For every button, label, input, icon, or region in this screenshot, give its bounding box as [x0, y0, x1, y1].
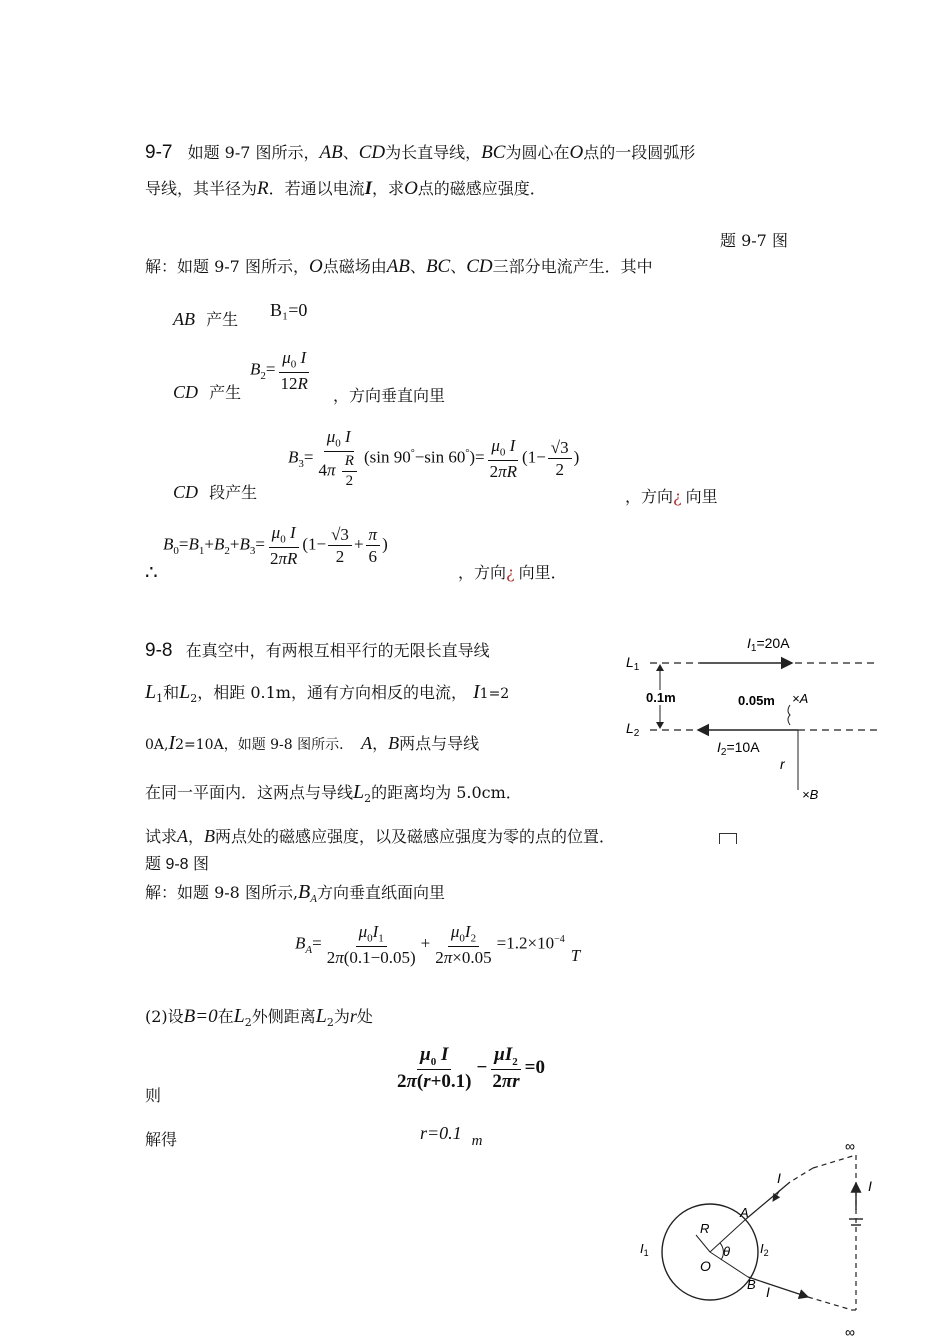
point-a-label: ×A — [792, 691, 809, 706]
solution-9-7-intro: 解：如题 9-7 图所示，O点磁场由AB、BC、CD三部分电流产生．其中 — [145, 256, 653, 277]
b3-label-row: CD 段产生 — [173, 482, 258, 502]
dist-label: 0.05m — [738, 693, 775, 708]
radius-label: R — [700, 1221, 710, 1236]
wire-top-dashed — [790, 1168, 813, 1182]
b3-direction: ，方向¿ 向里 — [625, 487, 718, 506]
b0-equation: $B_0=B_1+B_2+B_3=$ $\frac{\mu_0 I}{2\pi R}$ (1− $\frac{√3}{2}$ + $\frac{\pi}{6}$ ) — [163, 523, 388, 569]
solve-label: 解得 — [145, 1130, 178, 1149]
zero-field-equation: $\frac{\mu_0 I}{2\pi(r+0.1)}$ − $\frac{\mu I_2}{2\pi r}$ =0 — [397, 1044, 545, 1093]
therefore-symbol: ∴ — [145, 560, 158, 584]
problem-9-8-line5: 试求A，B两点处的磁感应强度，以及磁感应强度为零的点的位置． — [145, 826, 616, 846]
dist-brace — [788, 705, 790, 725]
wire-top — [746, 1182, 790, 1219]
l2-label: $L_2$ — [626, 720, 640, 739]
wire-bottom-dashed — [808, 1297, 852, 1310]
wire-top-join — [813, 1155, 856, 1168]
b2-equation: $B_2=$ $\frac{\mu_0 I}{12R}$ — [250, 348, 308, 394]
problem-number: 9-8 — [145, 640, 173, 661]
figure-9-7-caption: 题 9-7 图 — [720, 231, 788, 250]
i2-label: $I_2=10A$ — [717, 739, 760, 758]
figure-placeholder-icon — [719, 833, 737, 844]
theta-label: θ — [723, 1244, 731, 1259]
radius-r — [696, 1235, 710, 1252]
inf-top-label: ∞ — [845, 1138, 855, 1154]
point-a-label: A — [740, 1205, 749, 1220]
problem-9-8-line3: 0A,I2=10A，如题 9-8 图所示． A，B两点与导线 — [145, 732, 480, 754]
i1-label: $I_1=20A$ — [747, 635, 790, 654]
then-label: 则 — [145, 1086, 162, 1105]
b3-equation: $B_3=$ $\mu_0$ I 4π $\frac{R}{2}$ (sin 90°−sin 60°)= $\frac{\mu_0 I}{2\pi R}$ (1− $\frac{√3}{2}$ ) — [288, 427, 580, 490]
r-result: r=0.1 $_m$ — [420, 1123, 483, 1149]
sep-arrow-down — [656, 722, 664, 729]
problem-9-8-line4: 在同一平面内．这两点与导线$L_2$的距离均为 5.0cm． — [145, 781, 522, 806]
r-label: r — [780, 756, 785, 772]
wire-bottom — [748, 1277, 808, 1297]
problem-number: 9-7 — [145, 142, 173, 163]
l1-label: $L_1$ — [626, 654, 640, 673]
figure-circle-current — [630, 1135, 890, 1340]
center-o-label: O — [700, 1258, 711, 1274]
b0-direction: ，方向¿ 向里． — [458, 563, 567, 582]
sep-arrow-up — [656, 664, 664, 671]
ba-equation: $B_A=$ $\frac{\mu_0I_1}{2\pi(0.1-0.05)}$ + $\frac{\mu_0I_2}{2\pi\times 0.05}$ $=1.2\times 10^{-4}T$ — [295, 922, 581, 968]
problem-9-7-line2: 导线，其半径为R．若通以电流I，求O点的磁感应强度． — [145, 178, 546, 199]
i-top-label: I — [777, 1170, 781, 1186]
i-right-label: I — [868, 1178, 872, 1194]
problem-9-7-line1: 9-7 如题 9-7 图所示，AB、CD为长直导线，BC为圆心在O点的一段圆弧形 — [145, 142, 696, 163]
i1-label: $I_1$ — [640, 1241, 649, 1258]
b1-equation: B₁=0 — [270, 300, 308, 320]
point-b-label: ×B — [802, 787, 819, 802]
b1-label-row: AB 产生 — [173, 309, 239, 329]
problem-9-8-line1: 9-8 在真空中，有两根互相平行的无限长直导线 — [145, 640, 490, 661]
b2-direction: ，方向垂直向里 — [333, 386, 446, 405]
point-b-label: B — [747, 1277, 756, 1292]
i2-label: $I_2$ — [760, 1241, 769, 1258]
solution-9-8-intro: 解：如题 9-8 图所示$,B_A$方向垂直纸面向里 — [145, 881, 445, 906]
problem-9-8-line2: $L_1$和$L_2$，相距 0.1m，通有方向相反的电流， I1=2 — [145, 681, 510, 706]
figure-9-8-caption: 题 9-8 图 — [145, 856, 210, 873]
b2-label-row: CD 产生 — [173, 382, 242, 402]
inf-bottom-label: ∞ — [845, 1324, 855, 1340]
sep-label: 0.1m — [646, 690, 676, 705]
part2-line: (2)设B=0在$L_2$外侧距离$L_2$为r处 — [145, 1005, 373, 1030]
figure-9-8 — [610, 625, 890, 810]
i-bottom-label: I — [766, 1284, 770, 1300]
